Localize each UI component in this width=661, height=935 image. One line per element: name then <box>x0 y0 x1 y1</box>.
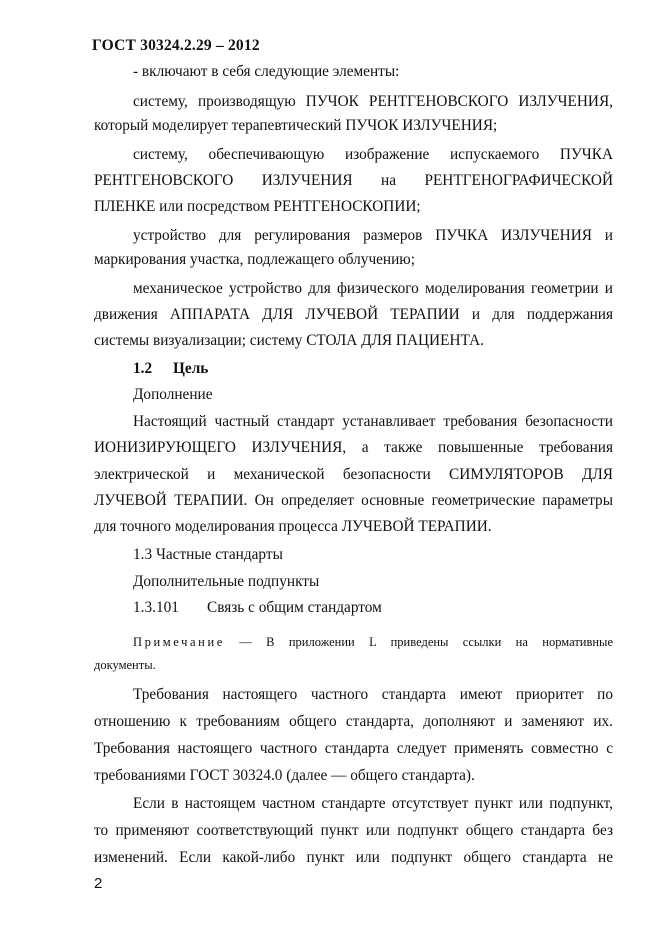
text-line: ИОНИЗИРУЮЩЕГО ИЗЛУЧЕНИЯ, а также повышенные требования <box>94 439 613 456</box>
text-line: Настоящий частный стандарт устанавливает требования безопасности <box>133 413 613 430</box>
subsection-title: Связь с общим стандартом <box>207 599 382 616</box>
text-line: механическое устройство для физического моделирования геометрии и <box>133 280 613 297</box>
text-line: электрической и механической безопасности СИМУЛЯТОРОВ ДЛЯ <box>94 466 613 483</box>
text-line: устройство для регулирования размеров ПУЧКА ИЗЛУЧЕНИЯ и <box>133 227 613 244</box>
text-line: систему, обеспечивающую изображение испускаемого ПУЧКА <box>133 146 613 163</box>
text-line: ЛУЧЕВОЙ ТЕРАПИИ. Он определяет основные геометрические параметры <box>94 492 613 509</box>
text-line: Требования настоящего частного стандарта имеют приоритет по <box>133 686 613 703</box>
note-line <box>133 632 613 652</box>
text-line: требованиями ГОСТ 30324.0 (далее — общего стандарта). <box>94 767 475 784</box>
document-header: ГОСТ 30324.2.29 – 2012 <box>92 37 260 54</box>
text-line: для точного моделирования процесса ЛУЧЕВОЙ ТЕРАПИИ. <box>94 518 492 535</box>
text-line: Дополнение <box>133 386 213 403</box>
subsection-number: 1.3.101 <box>133 599 179 616</box>
section-heading <box>133 359 613 379</box>
text-line: системы визуализации; систему СТОЛА ДЛЯ ПАЦИЕНТА. <box>94 332 484 349</box>
section-number: 1.2 <box>133 360 153 377</box>
note-text: — В приложении L приведены ссылки на нормативные <box>239 635 614 649</box>
text-line: то применяют соответствующий пункт или подпункт общего стандарта без <box>94 822 613 839</box>
text-line: изменений. Если какой-либо пункт или подпункт общего стандарта не <box>94 849 613 866</box>
text-line: движения АППАРАТА ДЛЯ ЛУЧЕВОЙ ТЕРАПИИ и для поддержания <box>94 306 613 323</box>
text-line: Требования настоящего частного стандарта следует применять совместно с <box>94 740 613 757</box>
subsection-heading: 1.3 Частные стандарты <box>133 546 283 563</box>
text-line: маркирования участка, подлежащего облучению; <box>94 251 415 268</box>
note-label: Примечание <box>133 635 225 649</box>
section-title: Цель <box>173 360 209 377</box>
text-line: систему, производящую ПУЧОК РЕНТГЕНОВСКОГО ИЗЛУЧЕНИЯ, <box>133 93 613 110</box>
text-line: - включают в себя следующие элементы: <box>133 63 400 80</box>
page-number: 2 <box>94 875 103 892</box>
text-line: ПЛЕНКЕ или посредством РЕНТГЕНОСКОПИИ; <box>94 198 421 215</box>
note-line: документы. <box>94 658 156 672</box>
subsection-heading <box>133 598 613 618</box>
text-line: Дополнительные подпункты <box>133 573 320 590</box>
text-line: Если в настоящем частном стандарте отсутствует пункт или подпункт, <box>133 795 613 812</box>
text-line: отношению к требованиям общего стандарта, дополняют и заменяют их. <box>94 713 613 730</box>
text-line: РЕНТГЕНОВСКОГО ИЗЛУЧЕНИЯ на РЕНТГЕНОГРАФИЧЕСКОЙ <box>94 172 613 189</box>
text-line: который моделирует терапевтический ПУЧОК ИЗЛУЧЕНИЯ; <box>94 117 498 134</box>
